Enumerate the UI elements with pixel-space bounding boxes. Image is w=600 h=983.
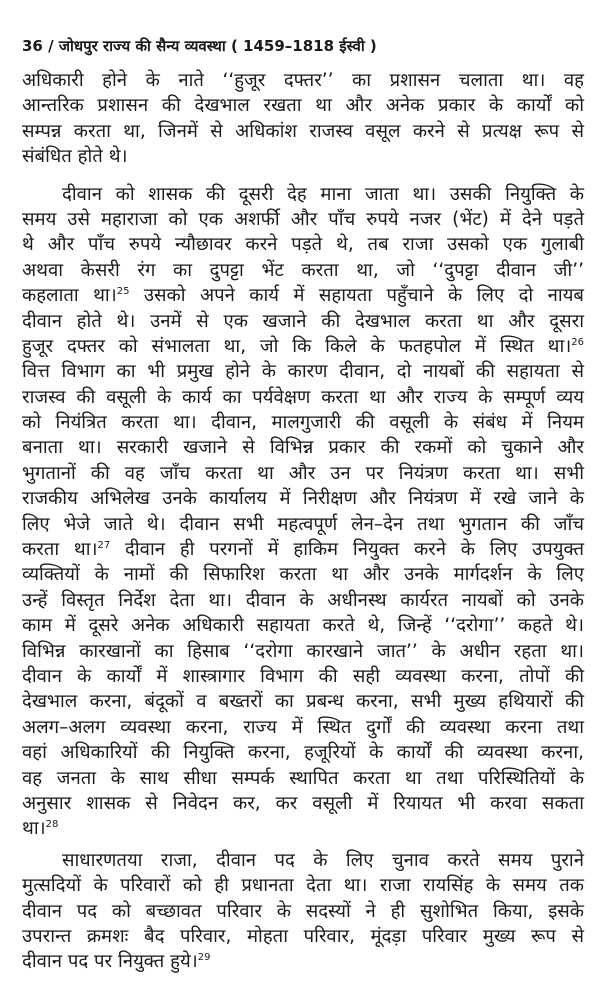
text-line xyxy=(22,410,584,435)
line-text: दीवान को शासक की दूसरी देह माना जाता था। उसकी नियुक्ति के xyxy=(62,183,584,205)
text-line xyxy=(22,68,584,93)
line-text: करता था। xyxy=(22,539,98,561)
line-text: समय उसे महाराजा को एक अशर्फी और पाँच रुपये नजर (भेंट) में देने पड़ते xyxy=(22,208,584,230)
book-title: जोधपुर राज्य की सैन्य व्यवस्था ( 1459–1818 ईस्वी ) xyxy=(58,37,377,55)
line-text: साधारणतया राजा, दीवान पद के लिए चुनाव करते समय पुराने xyxy=(62,849,584,871)
line-text: वहां अधिकारियों की नियुक्ति करना, हजूरियों के कार्यों की व्यवस्था करना, xyxy=(22,742,584,764)
line-text: कहलाता था। xyxy=(22,285,117,307)
text-line xyxy=(22,258,584,283)
running-header xyxy=(22,36,377,56)
text-line xyxy=(22,715,584,740)
text-line xyxy=(22,588,584,613)
header-separator: / xyxy=(48,37,54,55)
line-text: को नियंत्रित करता था। दीवान, मालगुजारी की वसूली के संबंध में नियम xyxy=(22,412,584,434)
text-line xyxy=(22,791,584,816)
text-line xyxy=(22,119,584,144)
text-line xyxy=(22,949,584,974)
line-text: अलग–अलग व्यवस्था करना, राज्य में स्थित दुर्गों की व्यवस्था करना तथा xyxy=(22,716,584,738)
text-line xyxy=(22,359,584,384)
line-text: राजस्व की वसूली के कार्य का पर्यवेक्षण करता था और राज्य के सम्पूर्ण व्यय xyxy=(22,386,584,408)
line-text: मुत्सदियों के परिवारों को ही प्रधानता देता था। राजा रायसिंह के समय तक xyxy=(22,875,584,897)
line-text: हुजूर दफ्तर को संभालता था, जो कि किले के फतहपोल में स्थित था। xyxy=(22,335,572,357)
paragraph xyxy=(22,68,584,170)
text-line xyxy=(22,740,584,765)
text-line xyxy=(22,385,584,410)
line-text: बनाता था। सरकारी खजाने से विभिन्न प्रकार की रकमों को चुकाने और xyxy=(22,437,584,459)
line-text: राजकीय अभिलेख उनके कार्यालय में निरीक्षण और नियंत्रण में रखे जाने के xyxy=(22,488,584,510)
footnote-reference[interactable]: 26 xyxy=(571,336,584,348)
line-text: वित्त विभाग का भी प्रमुख होने के कारण दीवान, दो नायबों की सहायता से xyxy=(22,361,584,383)
text-line xyxy=(22,512,584,537)
text-line xyxy=(22,309,584,334)
line-text: दीवान पद पर नियुक्त हुये। xyxy=(22,951,198,973)
text-line xyxy=(22,924,584,949)
footnote-reference[interactable]: 27 xyxy=(97,539,111,551)
footnote-reference[interactable]: 29 xyxy=(197,952,211,964)
text-line xyxy=(22,461,584,486)
line-text: विभिन्न कारखानों का हिसाब ‘‘दरोगा कारखाने जात’’ के अधीन रहता था। xyxy=(22,640,584,662)
line-text: थे और पाँच रुपये न्यौछावर करने पड़ते थे, तब राजा उसको एक गुलाबी xyxy=(22,234,584,256)
line-text: व्यक्तियों के नामों की सिफारिश करता था और उनके मार्गदर्शन के लिए xyxy=(22,564,584,586)
text-line xyxy=(22,664,584,689)
text-line xyxy=(22,562,584,587)
line-text: लिए भेजे जाते थे। दीवान सभी महत्वपूर्ण लेन–देन तथा भुगतान की जाँच xyxy=(22,513,584,535)
page-body xyxy=(22,68,584,983)
text-line xyxy=(22,537,584,562)
text-line xyxy=(22,899,584,924)
line-text: उन्हें विस्तृत निर्देश देता था। दीवान के अधीनस्थ कार्यरत नायबों को उनके xyxy=(22,589,584,611)
text-line xyxy=(22,639,584,664)
line-text-continued: दीवान ही परगनों में हाकिम नियुक्त करने के लिए उपयुक्त xyxy=(110,539,584,561)
text-line xyxy=(22,689,584,714)
text-line xyxy=(22,873,584,898)
line-text: आन्तरिक प्रशासन की देखभाल रखता था और अनेक प्रकार के कार्यों को xyxy=(22,95,584,117)
page-number: 36 xyxy=(22,37,43,55)
text-line xyxy=(22,93,584,118)
line-text: अथवा केसरी रंग का दुपट्टा भेंट करता था, जो ‘‘दुपट्टा दीवान जी’’ xyxy=(22,259,584,281)
line-text: उपरान्त क्रमशः बैद परिवार, मोहता परिवार, मूंदड़ा परिवार मुख्य रूप से xyxy=(22,925,584,947)
line-text: दीवान के कार्यों में शास्त्रागार विभाग की सही व्यवस्था करना, तोपों की xyxy=(22,665,584,687)
text-line xyxy=(22,182,584,207)
line-text: काम में दूसरे अनेक अधिकारी सहायता करते थे, जिन्हें ‘‘दरोगा’’ कहते थे। xyxy=(22,615,584,637)
text-line xyxy=(22,283,584,308)
text-line xyxy=(22,144,584,169)
text-line xyxy=(22,613,584,638)
paragraph xyxy=(22,848,584,975)
line-text-continued: उसको अपने कार्य में सहायता पहुँचाने के लिए दो नायब xyxy=(129,285,584,307)
text-line xyxy=(22,766,584,791)
line-text: दीवान होते थे। उनमें से एक खजाने की देखभाल करता था और दूसरा xyxy=(22,310,584,332)
line-text: सम्पन्न करता था, जिनमें से अधिकांश राजस्व वसूल करने से प्रत्यक्ष रूप से xyxy=(22,120,584,142)
text-line xyxy=(22,486,584,511)
line-text: भुगतानों की वह जाँच करता था और उन पर नियंत्रण करता था। सभी xyxy=(22,462,584,484)
text-line xyxy=(22,848,584,873)
text-line xyxy=(22,207,584,232)
line-text: वह जनता के साथ सीधा सम्पर्क स्थापित करता था तथा परिस्थितियों के xyxy=(22,767,584,789)
line-text: अनुसार शासक से निवेदन कर, कर वसूली में रियायत भी करवा सकता xyxy=(22,792,584,814)
line-text: था। xyxy=(22,818,46,840)
footnote-reference[interactable]: 25 xyxy=(116,285,130,297)
text-line xyxy=(22,334,584,359)
paragraph xyxy=(22,182,584,842)
line-text: अधिकारी होने के नाते ‘‘हुजूर दफ्तर’’ का प्रशासन चलाता था। वह xyxy=(22,70,584,91)
line-text: देखभाल करना, बंदूकों व बख्तरों का प्रबन्ध करना, सभी मुख्य हथियारों की xyxy=(22,691,584,713)
line-text: संबंधित होते थे। xyxy=(22,146,128,168)
text-line xyxy=(22,232,584,257)
text-line xyxy=(22,816,584,841)
footnote-reference[interactable]: 28 xyxy=(45,819,59,831)
line-text: दीवान पद को बच्छावत परिवार के सदस्यों ने ही सुशोभित किया, इसके xyxy=(22,900,584,922)
text-line xyxy=(22,435,584,460)
